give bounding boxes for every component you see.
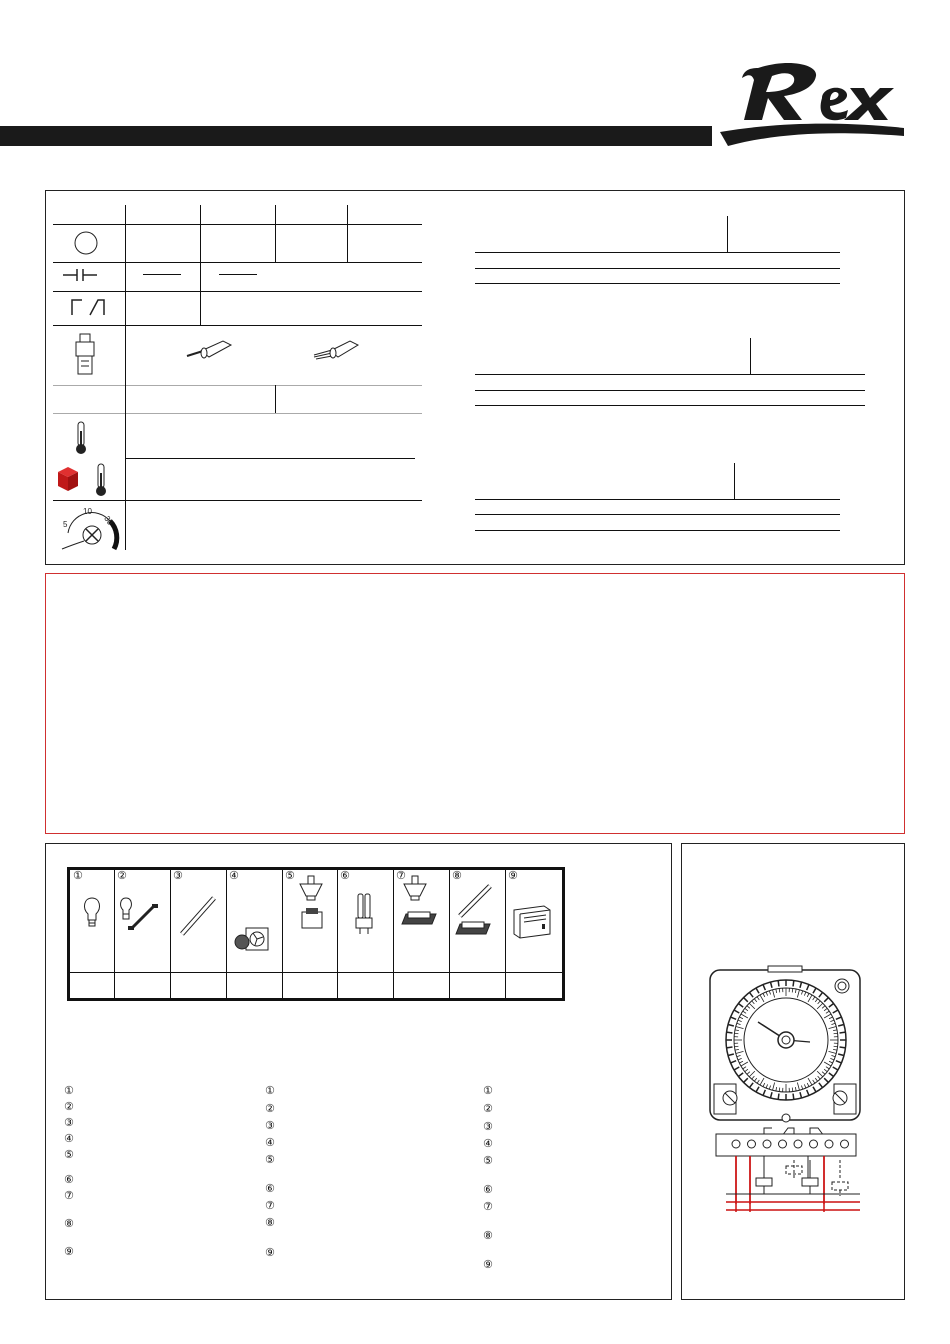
legend-number: ⑥ (265, 1182, 275, 1195)
legend-number: ⑤ (64, 1148, 74, 1161)
dial-segment (840, 1047, 846, 1048)
legend-number: ① (64, 1084, 74, 1097)
legend-number: ⑦ (265, 1199, 275, 1212)
legend-number: ② (265, 1102, 275, 1115)
dial-segment (778, 1094, 779, 1100)
timer-dial[interactable] (726, 980, 846, 1100)
terminal-screw (763, 1140, 771, 1148)
load-type-number: ④ (229, 869, 239, 882)
dial-tick (734, 1046, 738, 1047)
legend-number: ② (483, 1102, 493, 1115)
dial-tick (779, 1088, 780, 1092)
legend-number: ⑧ (64, 1217, 74, 1230)
dial-segment (727, 1032, 733, 1033)
dial-label-30: 30 (102, 514, 115, 527)
dial-tick (792, 1088, 793, 1092)
safety-warning-panel (45, 573, 905, 834)
solid-wire-icon (183, 337, 233, 361)
terminal-clamp-icon (74, 333, 98, 377)
terminal-screw (825, 1140, 833, 1148)
dial-label-10: 10 (83, 507, 92, 516)
contact-symbol-icon (63, 268, 99, 282)
fluorescent-tube-icon (176, 894, 218, 940)
legend-number: ④ (265, 1136, 275, 1149)
fluorescent-ballast-icon (454, 886, 496, 970)
legend-number: ① (265, 1084, 275, 1097)
storage-box-icon (56, 466, 80, 492)
thermometer-icon (74, 421, 88, 455)
legend-number: ② (64, 1100, 74, 1113)
dial-segment (793, 1094, 794, 1100)
terminal-screw (794, 1140, 802, 1148)
dial-tick (792, 988, 793, 992)
legend-number: ⑦ (483, 1200, 493, 1213)
circle-symbol-icon (73, 230, 99, 256)
dial-segment (727, 1047, 733, 1048)
storage-thermometer-icon (94, 463, 108, 497)
header-bar (0, 126, 712, 146)
legend-number: ⑧ (265, 1216, 275, 1229)
load-type-number: ⑧ (452, 869, 462, 882)
legend-number: ④ (64, 1132, 74, 1145)
terminal-screw (810, 1140, 818, 1148)
legend-number: ① (483, 1084, 493, 1097)
heater-icon (510, 904, 554, 948)
compact-fluorescent-icon (352, 892, 378, 942)
legend-number: ⑨ (265, 1246, 275, 1259)
wiring-diagram (726, 1156, 866, 1216)
legend-number: ⑤ (265, 1153, 275, 1166)
terminal-screw (779, 1140, 787, 1148)
legend-number: ③ (265, 1119, 275, 1132)
dial-tick (834, 1033, 838, 1034)
incandescent-bulb-icon (80, 896, 110, 938)
dial-label-5: 5 (63, 520, 68, 529)
dial-tick (734, 1033, 738, 1034)
dial-segment (840, 1032, 846, 1033)
changeover-switch-icon (70, 297, 106, 317)
dial-tick (779, 988, 780, 992)
load-type-number: ① (73, 869, 83, 882)
dial-tick (834, 1046, 838, 1047)
rex-logo (718, 58, 908, 150)
load-type-number: ② (117, 869, 127, 882)
load-type-number: ③ (173, 869, 183, 882)
terminal-screw (748, 1140, 756, 1148)
load-type-number: ⑨ (508, 869, 518, 882)
load-type-number: ⑥ (340, 869, 350, 882)
legend-number: ⑤ (483, 1154, 493, 1167)
timer-device-illustration (706, 966, 866, 1186)
dial-screw-icon (58, 505, 124, 551)
halogen-lamp-icon (118, 896, 164, 946)
legend-number: ⑧ (483, 1229, 493, 1242)
dial-segment (778, 981, 779, 987)
low-voltage-halogen-electronic-icon (400, 876, 440, 966)
legend-number: ③ (64, 1116, 74, 1129)
legend-number: ⑥ (483, 1183, 493, 1196)
load-type-number: ⑤ (285, 869, 295, 882)
legend-number: ⑨ (483, 1258, 493, 1271)
motor-fan-icon (232, 922, 274, 962)
legend-number: ⑨ (64, 1245, 74, 1258)
legend-number: ④ (483, 1137, 493, 1150)
legend-number: ⑥ (64, 1173, 74, 1186)
legend-number: ⑦ (64, 1189, 74, 1202)
load-type-number: ⑦ (396, 869, 406, 882)
stranded-wire-icon (310, 337, 360, 361)
terminal-screw (841, 1140, 849, 1148)
specifications-panel (45, 190, 905, 565)
terminal-screw (732, 1140, 740, 1148)
legend-number: ③ (483, 1120, 493, 1133)
dial-segment (793, 981, 794, 987)
low-voltage-halogen-transformer-icon (298, 876, 328, 966)
